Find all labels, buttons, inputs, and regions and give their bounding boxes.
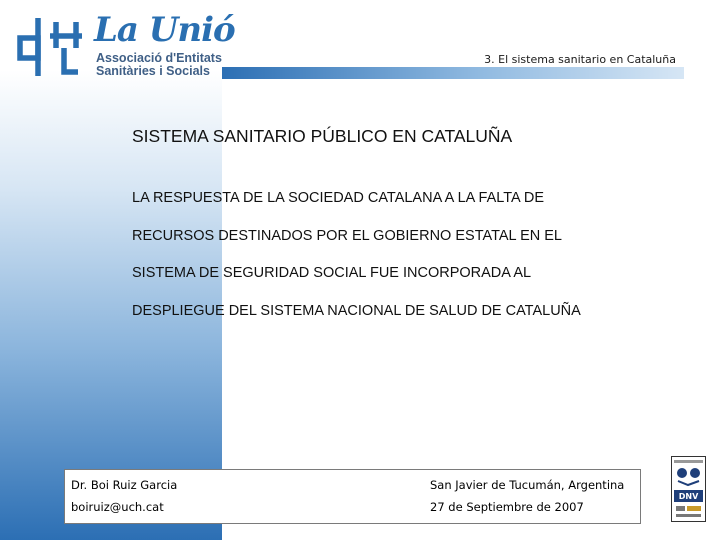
event-date: 27 de Septiembre de 2007	[430, 500, 584, 514]
logo-subtitle-line1: Associació d'Entitats	[96, 51, 222, 65]
author-name: Dr. Boi Ruiz Garcia	[71, 478, 178, 492]
logo-subtitle	[96, 52, 222, 78]
certification-badge-text: DNV	[678, 492, 699, 501]
body-line-3: SISTEMA DE SEGURIDAD SOCIAL FUE INCORPORADA AL	[132, 265, 532, 281]
logo-name: La Unió	[94, 10, 235, 50]
footer-box	[64, 469, 641, 524]
section-title: 3. El sistema sanitario en Cataluña	[484, 53, 676, 66]
slide-heading: SISTEMA SANITARIO PÚBLICO EN CATALUÑA	[132, 126, 513, 146]
la-unio-logo-icon	[16, 14, 86, 76]
body-text	[132, 188, 581, 338]
logo-subtitle-line2: Sanitàries i Socials	[96, 64, 210, 78]
event-location: San Javier de Tucumán, Argentina	[430, 478, 625, 492]
certification-badge-icon	[672, 457, 705, 521]
body-line-1: LA RESPUESTA DE LA SOCIEDAD CATALANA A LA FALTA DE	[132, 190, 545, 206]
header-bar	[222, 67, 684, 79]
author-email: boiruiz@uch.cat	[71, 500, 164, 514]
body-line-4: DESPLIEGUE DEL SISTEMA NACIONAL DE SALUD DE CATALUÑA	[132, 302, 581, 319]
body-line-2: RECURSOS DESTINADOS POR EL GOBIERNO ESTATAL EN EL	[132, 227, 562, 244]
certification-badge	[671, 456, 706, 522]
